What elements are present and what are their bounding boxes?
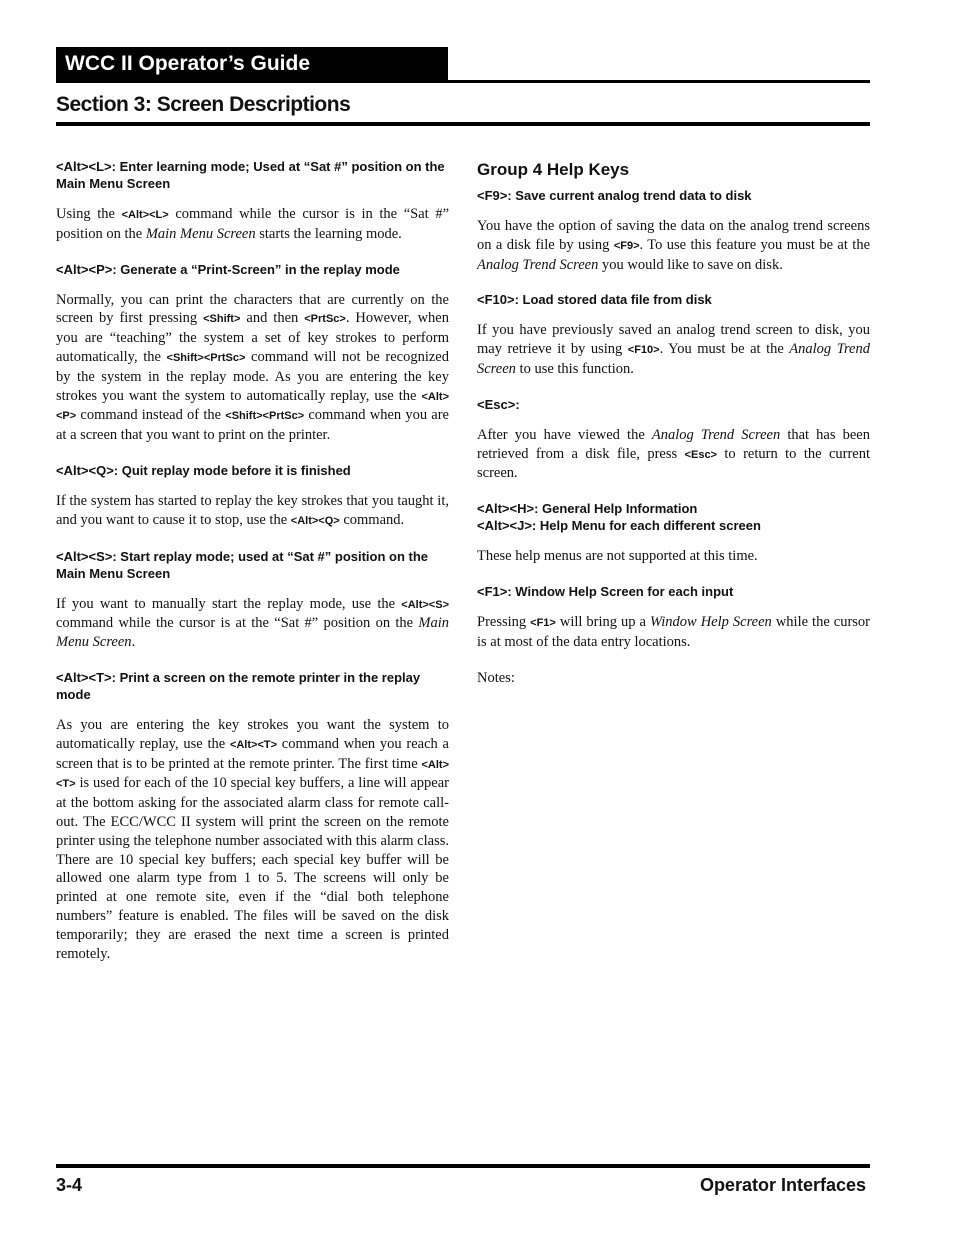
alt-l-paragraph: Using the <Alt><L> command while the cursor is in the “Sat #” position on the Main Menu Screen starts the learning mode.: [56, 206, 449, 242]
f10-paragraph: If you have previously saved an analog trend screen to disk, you may retrieve it by using <F10>. You must be at the Analog Trend Screen to use this function.: [477, 322, 870, 377]
left-column: [56, 158, 449, 980]
right-column: [477, 158, 870, 704]
alt-q-paragraph: If the system has started to replay the key strokes that you taught it, and you want to cause it to stop, use the <Alt><Q> command.: [56, 492, 449, 528]
alt-h-heading: <Alt><H>: General Help Information: [477, 501, 698, 517]
f9-heading: <F9>: Save current analog trend data to disk: [477, 188, 752, 203]
notes-label: Notes:: [477, 669, 515, 686]
alt-p-heading: <Alt><P>: Generate a “Print-Screen” in the replay mode: [56, 261, 400, 277]
alt-t-heading: <Alt><T>: Print a screen on the remote printer in the replay mode: [56, 669, 421, 702]
f9-paragraph: You have the option of saving the data on the analog trend screens on a disk file by using <F9>. To use this feature you must be at the Analog Trend Screen you would like to save on disk.: [477, 218, 871, 273]
f1-heading: <F1>: Window Help Screen for each input: [477, 583, 734, 599]
alt-p-paragraph: Normally, you can print the characters that are currently on the screen by first pressing <Shift> and then <PrtSc>. However, when you are “teaching” the system a set of key strokes to perform automatically, the <Shift><PrtSc> command will not be recognized by the system in the replay mode. As you are entering the key strokes you want the system to automatically replay, use the <Alt><P> command instead of the <Shift><PrtSc> command when you are at a screen that you want to print on the printer.: [56, 291, 449, 444]
esc-heading: <Esc>:: [477, 396, 520, 412]
footer-rule: [56, 1164, 870, 1168]
f1-paragraph: Pressing <F1> will bring up a Window Help Screen while the cursor is at most of the data entry locations.: [477, 613, 870, 650]
alt-j-heading: <Alt><J>: Help Menu for each different screen: [477, 518, 761, 534]
f10-heading: <F10>: Load stored data file from disk: [477, 292, 712, 308]
help-menus-paragraph: These help menus are not supported at this time.: [477, 548, 758, 565]
footer-title: Operator Interfaces: [699, 1175, 866, 1195]
section-title: Section 3: Screen Descriptions: [56, 93, 351, 116]
guide-title: WCC II Operator’s Guide: [65, 52, 311, 75]
esc-paragraph: After you have viewed the Analog Trend Screen that has been retrieved from a disk file, press <Esc> to return to the current screen.: [477, 426, 871, 482]
alt-s-heading: <Alt><S>: Start replay mode; used at “Sat #” position on the Main Menu Screen: [56, 548, 429, 581]
page-number: 3-4: [56, 1175, 83, 1195]
section-rule: [56, 122, 870, 126]
group-heading: Group 4 Help Keys: [477, 160, 630, 179]
alt-l-heading: <Alt><L>: Enter learning mode; Used at “Sat #” position on the Main Menu Screen: [56, 159, 445, 191]
guide-title-bar: [56, 47, 448, 81]
alt-t-paragraph: As you are entering the key strokes you want the system to automatically replay, use the <Alt><T> command when you reach a screen that is to be printed at the remote printer. The first time <Alt><T> is used for each of the 10 special key buffers, a line will appear at the bottom asking for the associated alarm class for remote call-out. The ECC/WCC II system will print the screen on the remote printer using the telephone number associated with this alarm class. There are 10 special key buffers; each special key buffer will be allowed one alarm type from 1 to 5. The screens will only be printed at one remote site, even if the “dial both telephone numbers” feature is enabled. The files will be saved on the disk temporarily; they are erased the next time a screen is printed remotely.: [56, 716, 449, 962]
alt-s-paragraph: If you want to manually start the replay mode, use the <Alt><S> command while the cursor is at the “Sat #” position on the Main Menu Screen.: [56, 595, 449, 651]
header-rule: [56, 80, 870, 83]
alt-q-heading: <Alt><Q>: Quit replay mode before it is finished: [56, 462, 351, 478]
